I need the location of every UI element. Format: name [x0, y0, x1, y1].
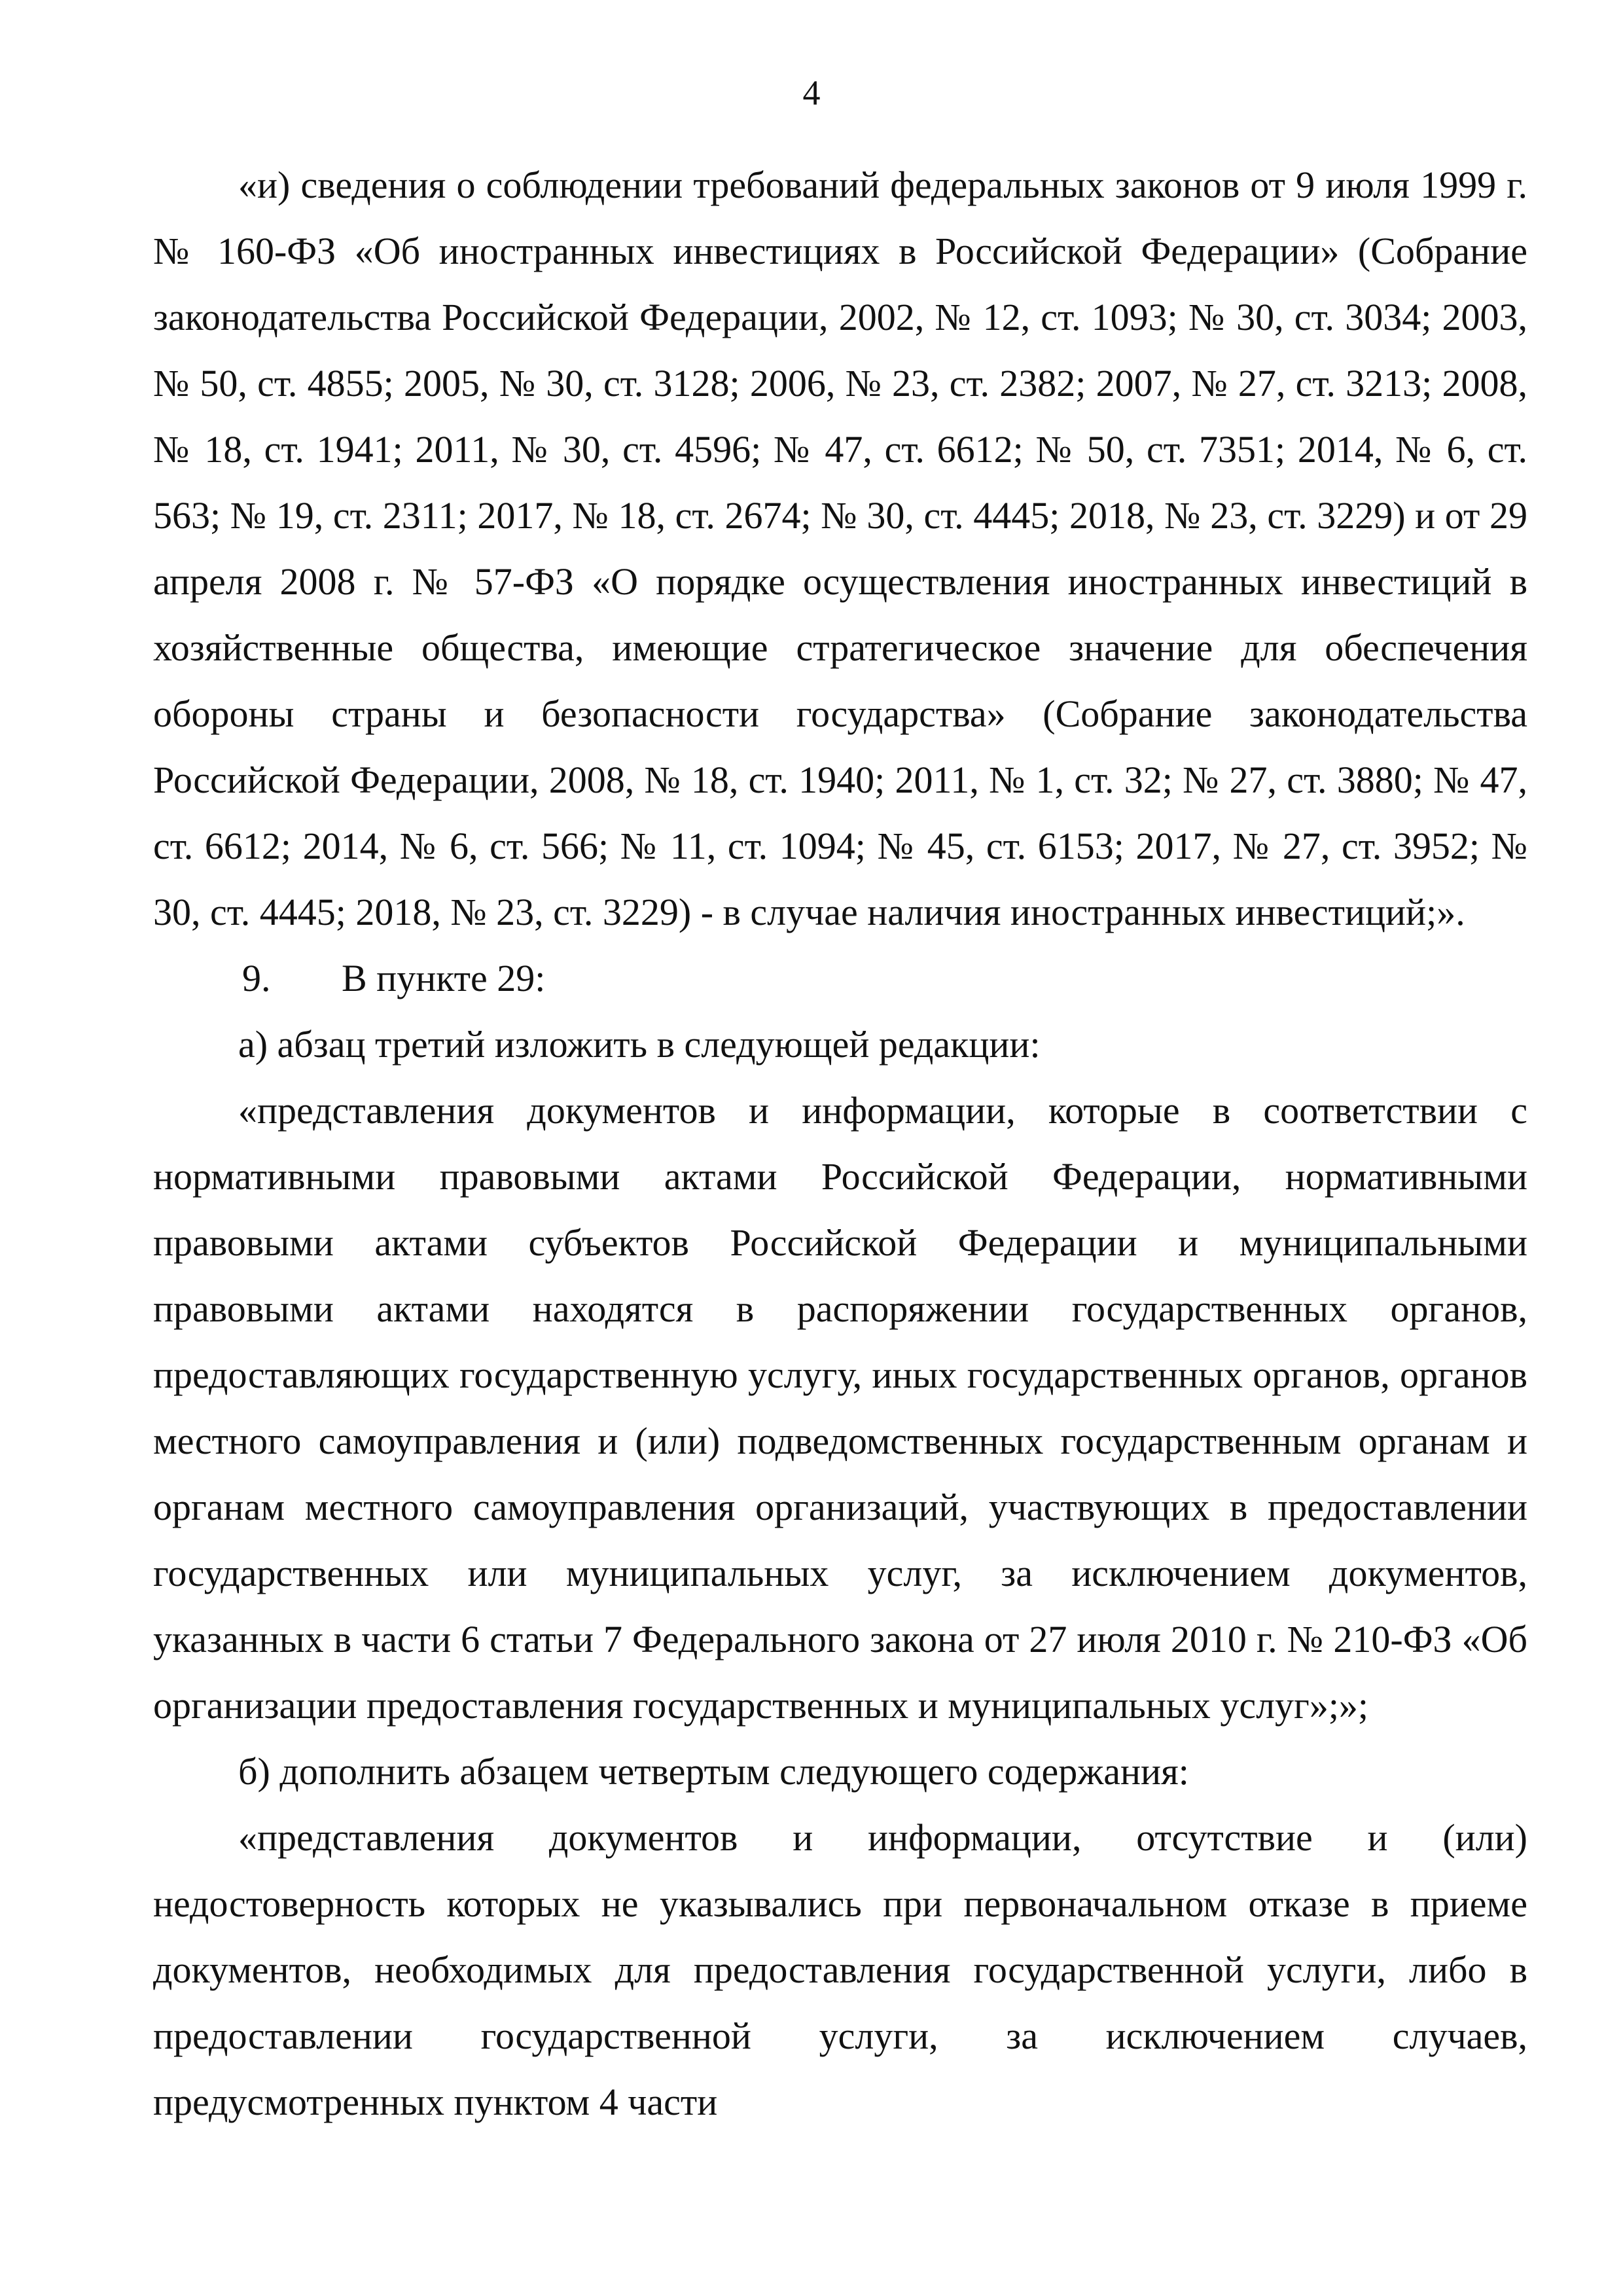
paragraph-subitem-a: а) абзац третий изложить в следующей редакции:	[238, 1023, 1041, 1066]
list-item-number: 9.	[242, 957, 271, 999]
page-number: 4	[802, 73, 821, 113]
paragraph-quote-2: «представления документов и информации, отсутствие и (или) недостоверность которых не указывались при первоначальном отказе в приеме документов, необходимых для предоставления государственной услуги, либо в предоставлении государственной услуги, за исключением случаев, предусмотренных пунктом 4 части	[153, 1816, 1527, 2123]
document-body	[153, 152, 1527, 2135]
paragraph-subitem-i: «и) сведения о соблюдении требований федеральных законов от 9 июля 1999 г. № 160-ФЗ «Об иностранных инвестициях в Российской Федерации» (Собрание законодательства Российской Федерации, 2002, № 12, ст. 1093; № 30, ст. 3034; 2003, № 50, ст. 4855; 2005, № 30, ст. 3128; 2006, № 23, ст. 2382; 2007, № 27, ст. 3213; 2008, № 18, ст. 1941; 2011, № 30, ст. 4596; № 47, ст. 6612; № 50, ст. 7351; 2014, № 6, ст. 563; № 19, ст. 2311; 2017, № 18, ст. 2674; № 30, ст. 4445; 2018, № 23, ст. 3229) и от 29 апреля 2008 г. № 57-ФЗ «О порядке осуществления иностранных инвестиций в хозяйственные общества, имеющие стратегическое значение для обеспечения обороны страны и безопасности государства» (Собрание законодательства Российской Федерации, 2008, № 18, ст. 1940; 2011, № 1, ст. 32; № 27, ст. 3880; № 47, ст. 6612; 2014, № 6, ст. 566; № 11, ст. 1094; № 45, ст. 6153; 2017, № 27, ст. 3952; № 30, ст. 4445; 2018, № 23, ст. 3229) - в случае наличия иностранных инвестиций;».	[153, 164, 1527, 933]
paragraph-quote-1: «представления документов и информации, которые в соответствии с нормативными правовыми актами Российской Федерации, нормативными правовыми актами субъектов Российской Федерации и муниципальными правовыми актами находятся в распоряжении государственных органов, предоставляющих государственную услугу, иных государственных органов, органов местного самоуправления и (или) подведомственных государственным органам и органам местного самоуправления организаций, участвующих в предоставлении государственных или муниципальных услуг, за исключением документов, указанных в части 6 статьи 7 Федерального закона от 27 июля 2010 г. № 210-ФЗ «Об организации предоставления государственных и муниципальных услуг»;»;	[153, 1089, 1527, 1727]
paragraph-subitem-b: б) дополнить абзацем четвертым следующего содержания:	[238, 1750, 1189, 1793]
list-item-text: В пункте 29:	[342, 957, 546, 999]
list-item-9	[153, 945, 1527, 1011]
